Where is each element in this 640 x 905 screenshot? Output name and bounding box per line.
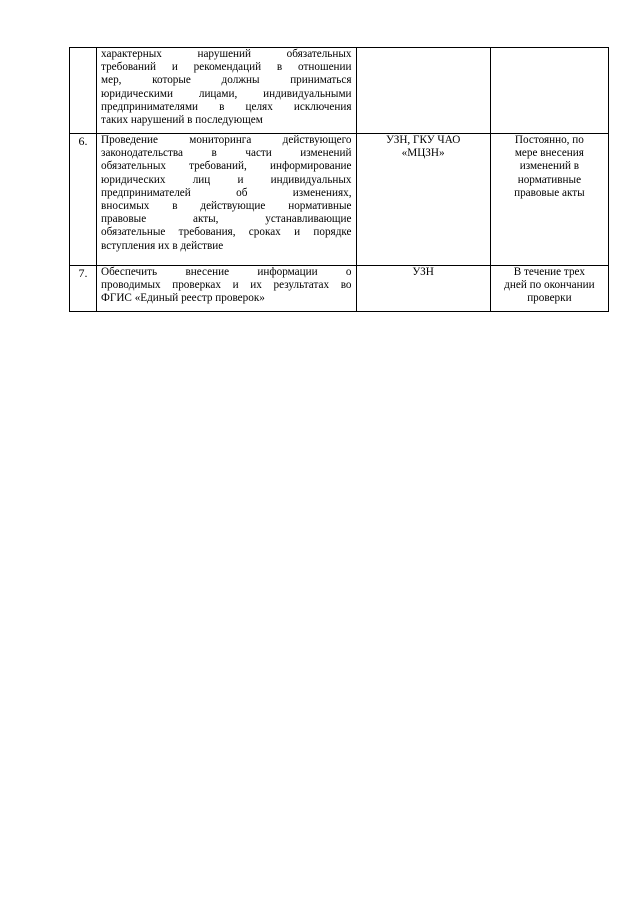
- description-line: требований и рекомендаций в отношении: [101, 61, 352, 74]
- term-line: Постоянно, по: [514, 134, 584, 146]
- term-line: проверки: [527, 292, 572, 305]
- description-line: Обеспечить внесение информации о: [101, 266, 352, 278]
- description-line: обязательные требования, сроках и порядке: [101, 226, 352, 239]
- responsible-executor: [356, 48, 490, 134]
- description-line: юридических лиц и индивидуальных: [101, 173, 352, 186]
- description-line: юридическими лицами, индивидуальными: [101, 87, 352, 100]
- executor-line: УЗН, ГКУ ЧАО: [385, 134, 461, 146]
- execution-term: [490, 266, 608, 312]
- term-line: мере внесения: [514, 147, 584, 160]
- executor-line: «МЦЗН»: [401, 147, 445, 160]
- execution-term: [490, 48, 608, 134]
- description-line: вносимых в действующие нормативные: [101, 200, 352, 213]
- row-number: 7.: [70, 266, 97, 312]
- term-line: дней по окончании: [504, 279, 595, 292]
- responsible-executor: [356, 266, 490, 312]
- description-line: ФГИС «Единый реестр проверок»: [101, 292, 265, 305]
- measure-description: [97, 134, 356, 266]
- description-line: вступления их в действие: [101, 239, 224, 252]
- description-line: обязательных требований, информирование: [101, 160, 352, 173]
- description-line: правовые акты, устанавливающие: [101, 213, 352, 226]
- description-line: проводимых проверках и их результатах во: [101, 279, 352, 292]
- responsible-executor: [356, 134, 490, 266]
- term-line: нормативные: [517, 173, 582, 186]
- measure-description: [97, 266, 356, 312]
- description-line: мер, которые должны приниматься: [101, 74, 352, 87]
- table-row: [70, 266, 609, 312]
- term-line: изменений в: [519, 160, 580, 173]
- term-line: правовые акты: [514, 186, 585, 199]
- execution-term: [490, 134, 608, 266]
- measure-description: [97, 48, 356, 134]
- description-line: предпринимателей об изменениях,: [101, 186, 352, 199]
- measures-table: [69, 47, 609, 312]
- row-number: 6.: [70, 134, 97, 266]
- table-row: [70, 134, 609, 266]
- description-line: таких нарушений в последующем: [101, 114, 263, 127]
- term-line: В течение трех: [513, 266, 585, 278]
- description-line: предпринимателями в целях исключения: [101, 100, 352, 113]
- description-line: Проведение мониторинга действующего: [101, 134, 352, 146]
- description-line: законодательства в части изменений: [101, 147, 352, 160]
- executor-line: УЗН: [412, 266, 434, 278]
- description-line: характерных нарушений обязательных: [101, 48, 352, 60]
- row-number: [70, 48, 97, 134]
- table-row: [70, 48, 609, 134]
